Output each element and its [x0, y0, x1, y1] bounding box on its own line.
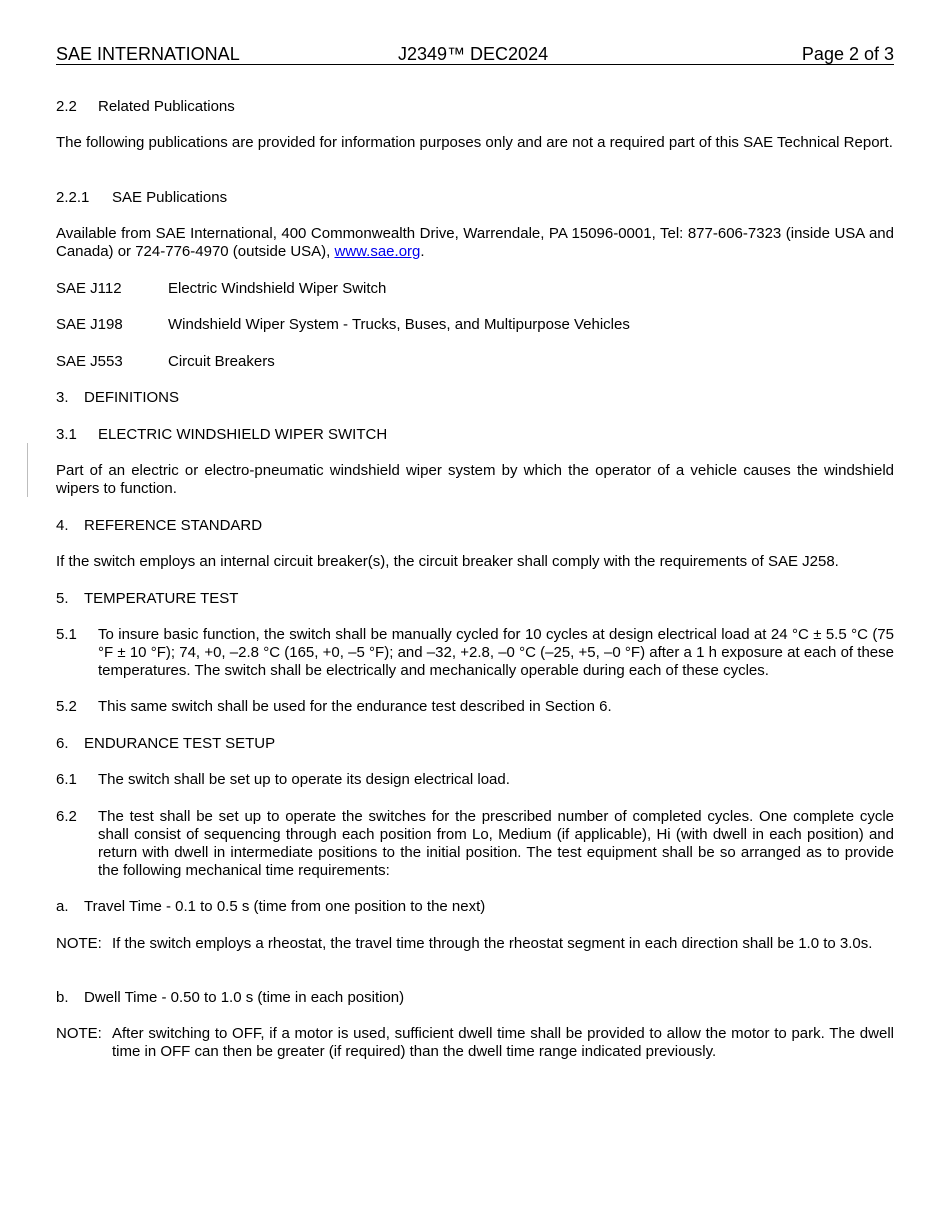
sae-website-link[interactable]: www.sae.org — [334, 243, 421, 260]
section-number: 4. — [56, 517, 69, 534]
availability-end: . — [420, 243, 425, 260]
clause-text: This same switch shall be used for the endurance test described in Section 6. — [98, 698, 612, 715]
clause-number: 5.1 — [56, 626, 77, 643]
section-title: Related Publications — [98, 98, 235, 115]
section-number: 6. — [56, 735, 69, 752]
ref-title: Electric Windshield Wiper Switch — [168, 280, 387, 297]
section-number: 3.1 — [56, 426, 77, 443]
section-number: 2.2 — [56, 98, 77, 115]
clause-number: 5.2 — [56, 698, 77, 715]
section-title: SAE Publications — [112, 189, 228, 206]
list-item: Dwell Time - 0.50 to 1.0 s (time in each position) — [84, 989, 405, 1006]
header-doc-id: J2349™ DEC2024 — [398, 44, 549, 64]
clause-text: To insure basic function, the switch shall be manually cycled for 10 cycles at design electrical load at 24 °C ± 5.5 °C (75 °F ± 10 °F); 74, +0, –2.8 °C (165, +0, –5 °F); and –32, +2.8, –0 °C (–25, +5, –0 °F) after a 1 h exposure at each of these temperatures. The switch shall be electrically and mechanically operable during each of these cycles. — [98, 626, 894, 679]
note-text: If the switch employs a rheostat, the travel time through the rheostat segment in each direction shall be 1.0 to 3.0s. — [112, 935, 873, 952]
paragraph: The following publications are provided for information purposes only and are not a required part of this SAE Technical Report. — [56, 134, 893, 151]
section-number: 2.2.1 — [56, 189, 90, 206]
paragraph: If the switch employs an internal circuit breaker(s), the circuit breaker shall comply with the requirements of SAE J258. — [56, 553, 839, 570]
clause-text: The test shall be set up to operate the switches for the prescribed number of completed cycles. One complete cycle shall consist of sequencing through each position from Lo, Medium (if applicable), Hi (with dwell in each position) and return with dwell in intermediate positions to the initial position. The test equipment shall be so arranged as to provide the following mechanical time requirements: — [98, 808, 894, 879]
definition-paragraph: Part of an electric or electro-pneumatic windshield wiper system by which the operator of a vehicle causes the windshield wipers to function. — [56, 462, 894, 497]
availability-paragraph — [56, 225, 894, 261]
ref-title: Windshield Wiper System - Trucks, Buses, and Multipurpose Vehicles — [168, 316, 630, 333]
note-label: NOTE: — [56, 935, 102, 952]
header-page-number: Page 2 of 3 — [801, 44, 894, 64]
section-number: 3. — [56, 389, 69, 406]
page-header — [56, 44, 894, 65]
list-item: Travel Time - 0.1 to 0.5 s (time from one position to the next) — [84, 898, 486, 915]
ref-title: Circuit Breakers — [168, 353, 275, 370]
clause-number: 6.2 — [56, 808, 77, 825]
section-title: ENDURANCE TEST SETUP — [84, 735, 276, 752]
note-text: After switching to OFF, if a motor is used, sufficient dwell time shall be provided to allow the motor to park. The dwell time in OFF can then be greater (if required) than the dwell time range indicated previously. — [112, 1025, 894, 1060]
ref-code: SAE J198 — [56, 316, 123, 333]
clause-text: The switch shall be set up to operate its design electrical load. — [98, 771, 510, 788]
list-marker: a. — [56, 898, 69, 915]
section-title: ELECTRIC WINDSHIELD WIPER SWITCH — [98, 426, 388, 443]
section-title: REFERENCE STANDARD — [84, 517, 263, 534]
section-title: DEFINITIONS — [84, 389, 180, 406]
section-number: 5. — [56, 590, 69, 607]
clause-number: 6.1 — [56, 771, 77, 788]
ref-code: SAE J112 — [56, 280, 122, 297]
section-title: TEMPERATURE TEST — [84, 590, 239, 607]
revision-bar — [27, 443, 28, 497]
availability-text: Available from SAE International, 400 Commonwealth Drive, Warrendale, PA 15096-0001, Tel: 877-606-7323 (inside USA and Canada) or 724-776-4970 (outside USA), — [56, 225, 894, 260]
note-label: NOTE: — [56, 1025, 102, 1042]
ref-code: SAE J553 — [56, 353, 123, 370]
list-marker: b. — [56, 989, 69, 1006]
header-org: SAE INTERNATIONAL — [56, 44, 240, 64]
